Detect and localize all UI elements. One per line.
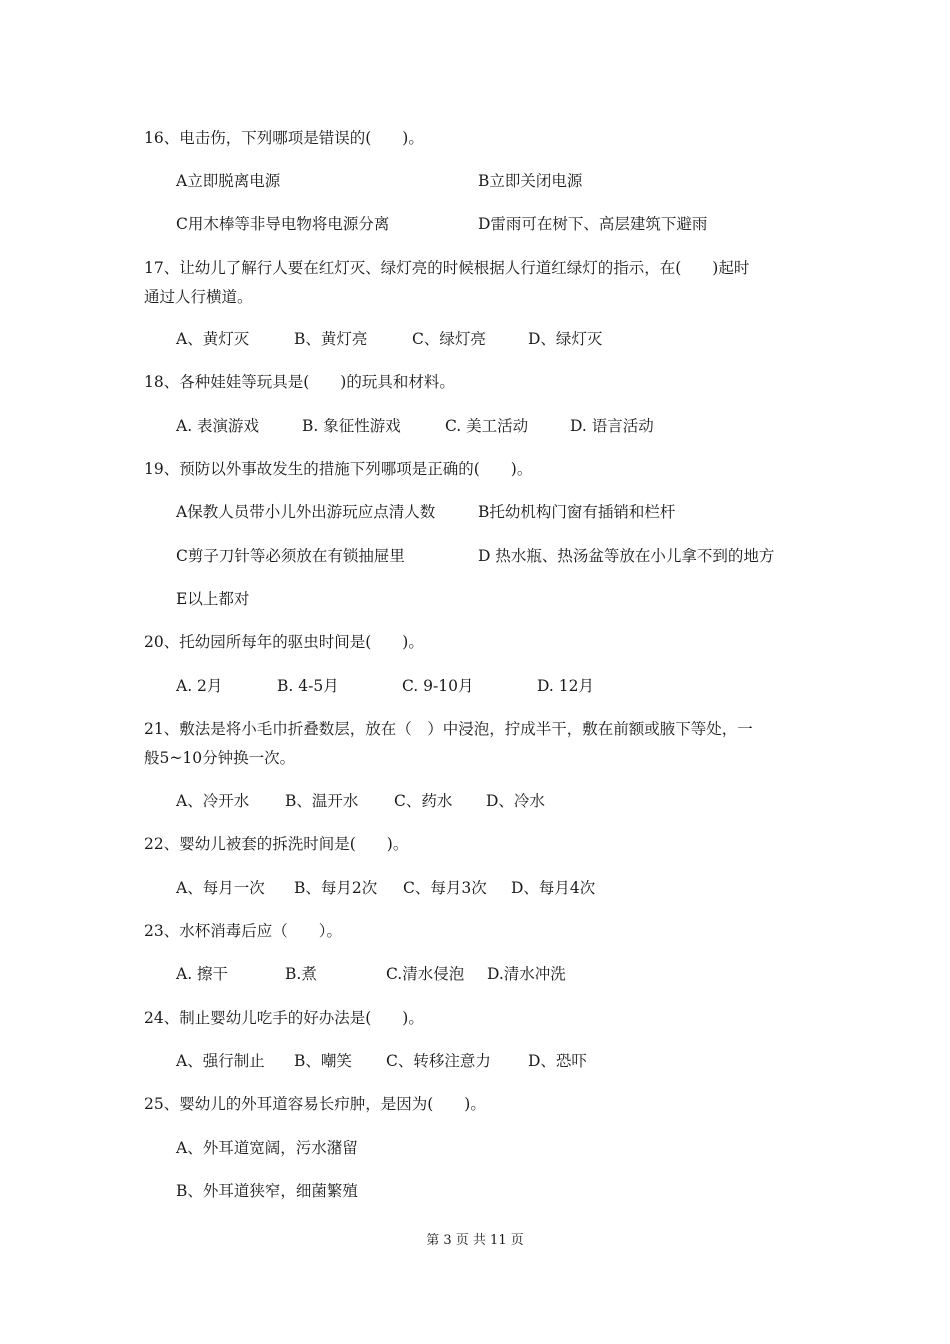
question-23-stem: 23、水杯消毒后应（ ）。	[144, 922, 342, 940]
question-21-option-a: A、冷开水	[176, 792, 250, 810]
question-21-stem-line1: 21、敷法是将小毛巾折叠数层，放在（ ）中浸泡，拧成半干，敷在前额或腋下等处，一	[144, 720, 753, 738]
question-20-option-a: A. 2月	[176, 677, 223, 695]
question-23-option-b: B.煮	[285, 965, 317, 983]
question-21-stem-line2: 般5~10分钟换一次。	[144, 749, 296, 767]
question-24-option-a: A、强行制止	[176, 1052, 265, 1070]
question-17-option-a: A、黄灯灭	[176, 330, 250, 348]
question-21-option-d: D、冷水	[486, 792, 545, 810]
question-16-option-c: C用木棒等非导电物将电源分离	[176, 215, 390, 233]
question-19-option-c: C剪子刀针等必须放在有锁抽屉里	[176, 547, 405, 565]
question-24-stem: 24、制止婴幼儿吃手的好办法是( )。	[144, 1009, 424, 1027]
question-24-option-b: B、嘲笑	[294, 1052, 352, 1070]
question-16-stem: 16、电击伤，下列哪项是错误的( )。	[144, 129, 424, 147]
question-21-option-b: B、温开水	[285, 792, 359, 810]
question-16-option-d: D雷雨可在树下、高层建筑下避雨	[478, 215, 708, 233]
question-19-option-e: E以上都对	[176, 590, 250, 608]
question-24-option-c: C、转移注意力	[386, 1052, 491, 1070]
question-23-option-a: A. 擦干	[176, 965, 229, 983]
question-23-option-d: D.清水冲洗	[487, 965, 566, 983]
question-20-option-d: D. 12月	[537, 677, 594, 695]
question-18-option-d: D. 语言活动	[570, 417, 654, 435]
question-21-option-c: C、药水	[394, 792, 453, 810]
question-20-option-c: C. 9-10月	[402, 677, 474, 695]
question-19-option-b: B托幼机构门窗有插销和栏杆	[478, 503, 676, 521]
question-20-stem: 20、托幼园所每年的驱虫时间是( )。	[144, 633, 424, 651]
question-16-option-b: B立即关闭电源	[478, 172, 583, 190]
question-24-option-d: D、恐吓	[528, 1052, 587, 1070]
question-19-stem: 19、预防以外事故发生的措施下列哪项是正确的( )。	[144, 460, 533, 478]
question-25-option-a: A、外耳道宽阔，污水潴留	[176, 1139, 358, 1157]
question-22-option-c: C、每月3次	[403, 879, 487, 897]
question-17-option-b: B、黄灯亮	[294, 330, 368, 348]
question-18-option-c: C. 美工活动	[445, 417, 529, 435]
question-17-stem-line1: 17、让幼儿了解行人要在红灯灭、绿灯亮的时候根据人行道红绿灯的指示，在( )起时	[144, 259, 750, 277]
question-22-option-d: D、每月4次	[511, 879, 596, 897]
question-17-stem-line2: 通过人行横道。	[144, 288, 253, 306]
question-17-option-d: D、绿灯灭	[528, 330, 603, 348]
question-18-option-a: A. 表演游戏	[176, 417, 260, 435]
question-22-stem: 22、婴幼儿被套的拆洗时间是( )。	[144, 835, 409, 853]
question-20-option-b: B. 4-5月	[277, 677, 339, 695]
question-16-option-a: A立即脱离电源	[176, 172, 281, 190]
question-19-option-a: A保教人员带小儿外出游玩应点清人数	[176, 503, 436, 521]
page-footer: 第 3 页 共 11 页	[426, 1233, 524, 1248]
question-25-stem: 25、婴幼儿的外耳道容易长疖肿，是因为( )。	[144, 1095, 486, 1113]
question-18-option-b: B. 象征性游戏	[302, 417, 401, 435]
question-18-stem: 18、各种娃娃等玩具是( )的玩具和材料。	[144, 373, 455, 391]
question-23-option-c: C.清水侵泡	[386, 965, 465, 983]
question-17-option-c: C、绿灯亮	[412, 330, 486, 348]
question-22-option-a: A、每月一次	[176, 879, 265, 897]
question-19-option-d: D 热水瓶、热汤盆等放在小儿拿不到的地方	[478, 547, 775, 565]
question-22-option-b: B、每月2次	[294, 879, 378, 897]
question-25-option-b: B、外耳道狭窄，细菌繁殖	[176, 1182, 358, 1200]
